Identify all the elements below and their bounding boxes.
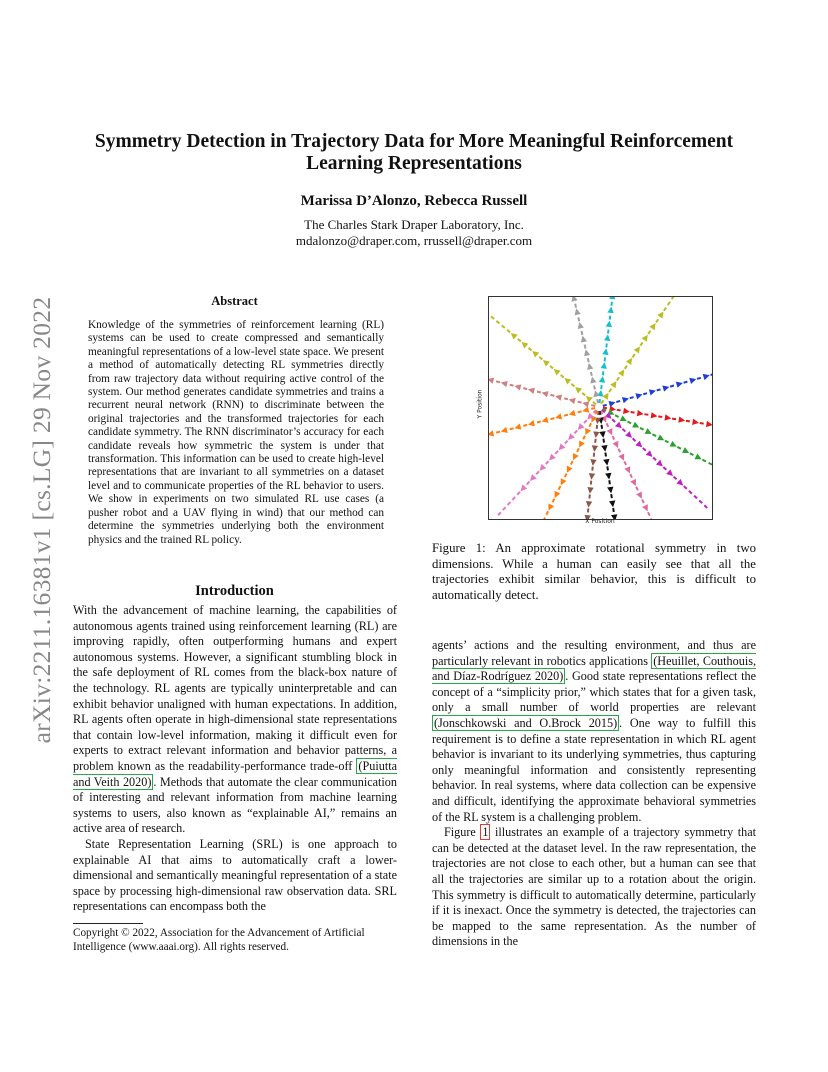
trajectory-6 [602, 410, 707, 508]
trajectory-8 [597, 411, 619, 519]
right-column-body [432, 638, 756, 950]
trajectory-plot-svg [489, 297, 712, 519]
paper-title [60, 131, 768, 175]
right-p1-text-c: . One way to fulfill this requirement is to define a state representation in which RL agent behavior is invariant to its underlying symmetries, thus capturing only meaningful information and consistently representing behavior. In real systems, where data collection can be expensive and difficult, identifying the approximate behavioral symmetries of the RL system is a challenging problem. [432, 715, 756, 824]
introduction-heading: Introduction [195, 583, 274, 599]
title-line-1: Symmetry Detection in Trajectory Data for More Meaningful Reinforcement [94, 131, 734, 152]
intro-p1-text: With the advancement of machine learning, the capabilities of autonomous agents trained using reinforcement learning (RL) are improving rapidly, often outperforming humans and expert autonomous systems. However, a significant stumbling block in the safe deployment of RL comes from the black-box nature of the technology. RL agents are typically uninterpretable and can exhibit behavior unaligned with human expectations. In addition, RL agents often operate in high-dimensional state representations that contain low-level information, making it difficult even for experts to extract relevant information and behavior patterns, a problem known as the readability-performance trade-off [73, 603, 397, 773]
figure-1-plot [488, 296, 713, 520]
right-paragraph-1 [432, 638, 756, 825]
introduction-body [73, 603, 397, 915]
x-axis-label: X Position [585, 518, 615, 525]
right-p2-text-b: illustrates an example of a trajectory symmetry that can be detected at the dataset level. In the raw representation, the trajectories are not close to each other, but a human can see that all the trajectories are similar up to a rotation about the origin. This symmetry is difficult to automatically determine, particularly if it is inexact. Once the symmetry is detected, the trajectories can be mapped to the same representation. As the number of dimensions in the [432, 825, 756, 949]
citation-link[interactable]: (Jonschkowski and O.Brock 2015) [434, 715, 618, 730]
footnote-rule [73, 923, 143, 924]
abstract-heading: Abstract [211, 294, 258, 308]
y-axis-label: Y Position [476, 389, 484, 419]
intro-p1-text-after: . Methods that automate the clear communication of interesting and relevant information from machine learning systems to users, also known as “explainable AI,” remains an active area of research. [73, 774, 397, 836]
right-p1-text-a: agents’ actions and the resulting environment, and thus are particularly relevant in robotics applications [432, 638, 756, 668]
right-p2-text-a: Figure [444, 825, 481, 840]
authors: Marissa D’Alonzo, Rebecca Russell [300, 193, 528, 209]
affiliation: The Charles Stark Draper Laboratory, Inc. [304, 217, 524, 232]
author-emails[interactable]: mdalonzo@draper.com, rrussell@draper.com [295, 233, 533, 248]
trajectory-12 [489, 407, 595, 443]
trajectory-3 [603, 366, 712, 407]
right-paragraph-2 [432, 825, 756, 950]
trajectory-9 [584, 411, 602, 519]
trajectory-11 [498, 410, 596, 515]
copyright-notice: Copyright © 2022, Association for the Advancement of Artificial Intelligence (www.aaai.org). All rights reserved. [73, 927, 365, 953]
right-p1-text-b: . Good state representations reflect the concept of a “simplicity prior,” which states that for a given task, only a small number of world properties are relevant [432, 669, 756, 715]
figure-caption: Figure 1: An approximate rotational symmetry in two dimensions. While a human can easily see that all the trajectories exhibit similar behavior, this is difficult to automatically detect. [432, 541, 756, 602]
trajectory-7 [601, 411, 662, 519]
citation-link[interactable]: (Heuillet, Couthouis, and Díaz-Rodríguez 2020) [432, 653, 756, 684]
trajectory-15 [566, 297, 600, 403]
title-line-2: Learning Representations [306, 153, 522, 174]
arxiv-identifier: arXiv:2211.16381v1 [cs.LG] 29 Nov 2022 [27, 296, 56, 744]
intro-paragraph-2: State Representation Learning (SRL) is one approach to explainable AI that aims to automatically craft a lower-dimensional and semantically meaningful representation of a state space by processing high-dimensional raw observation data. SRL representations can encompass both the [73, 836, 397, 914]
citation-link[interactable]: (Puiutta and Veith 2020) [73, 758, 397, 789]
affiliation-block [0, 217, 828, 249]
intro-paragraph-1 [73, 603, 397, 837]
figure-reference-link[interactable]: 1 [482, 825, 489, 840]
abstract-text: Knowledge of the symmetries of reinforcement learning (RL) systems can be used to create compressed and semantically meaningful representations of a low-level state space. We present a method of automatically detecting RL symmetries directly from raw trajectory data without requiring active control of the system. Our method generates candidate symmetries and trains a recurrent neural network (RNN) to discriminate between the original trajectories and the transformed trajectories for each candidate symmetry. The RNN discriminator’s accuracy for each candidate reveals how symmetric the system is under that transformation. This information can be used to create high-level representations that are invariant to all symmetries on a dataset level and to communicate properties of the RL behavior to users. We show in experiments on two simulated RL use cases (a pusher robot and a UAV flying in wind) that our method can determine the symmetries underlying both the environment physics and the trained RL policy. [88, 319, 384, 546]
